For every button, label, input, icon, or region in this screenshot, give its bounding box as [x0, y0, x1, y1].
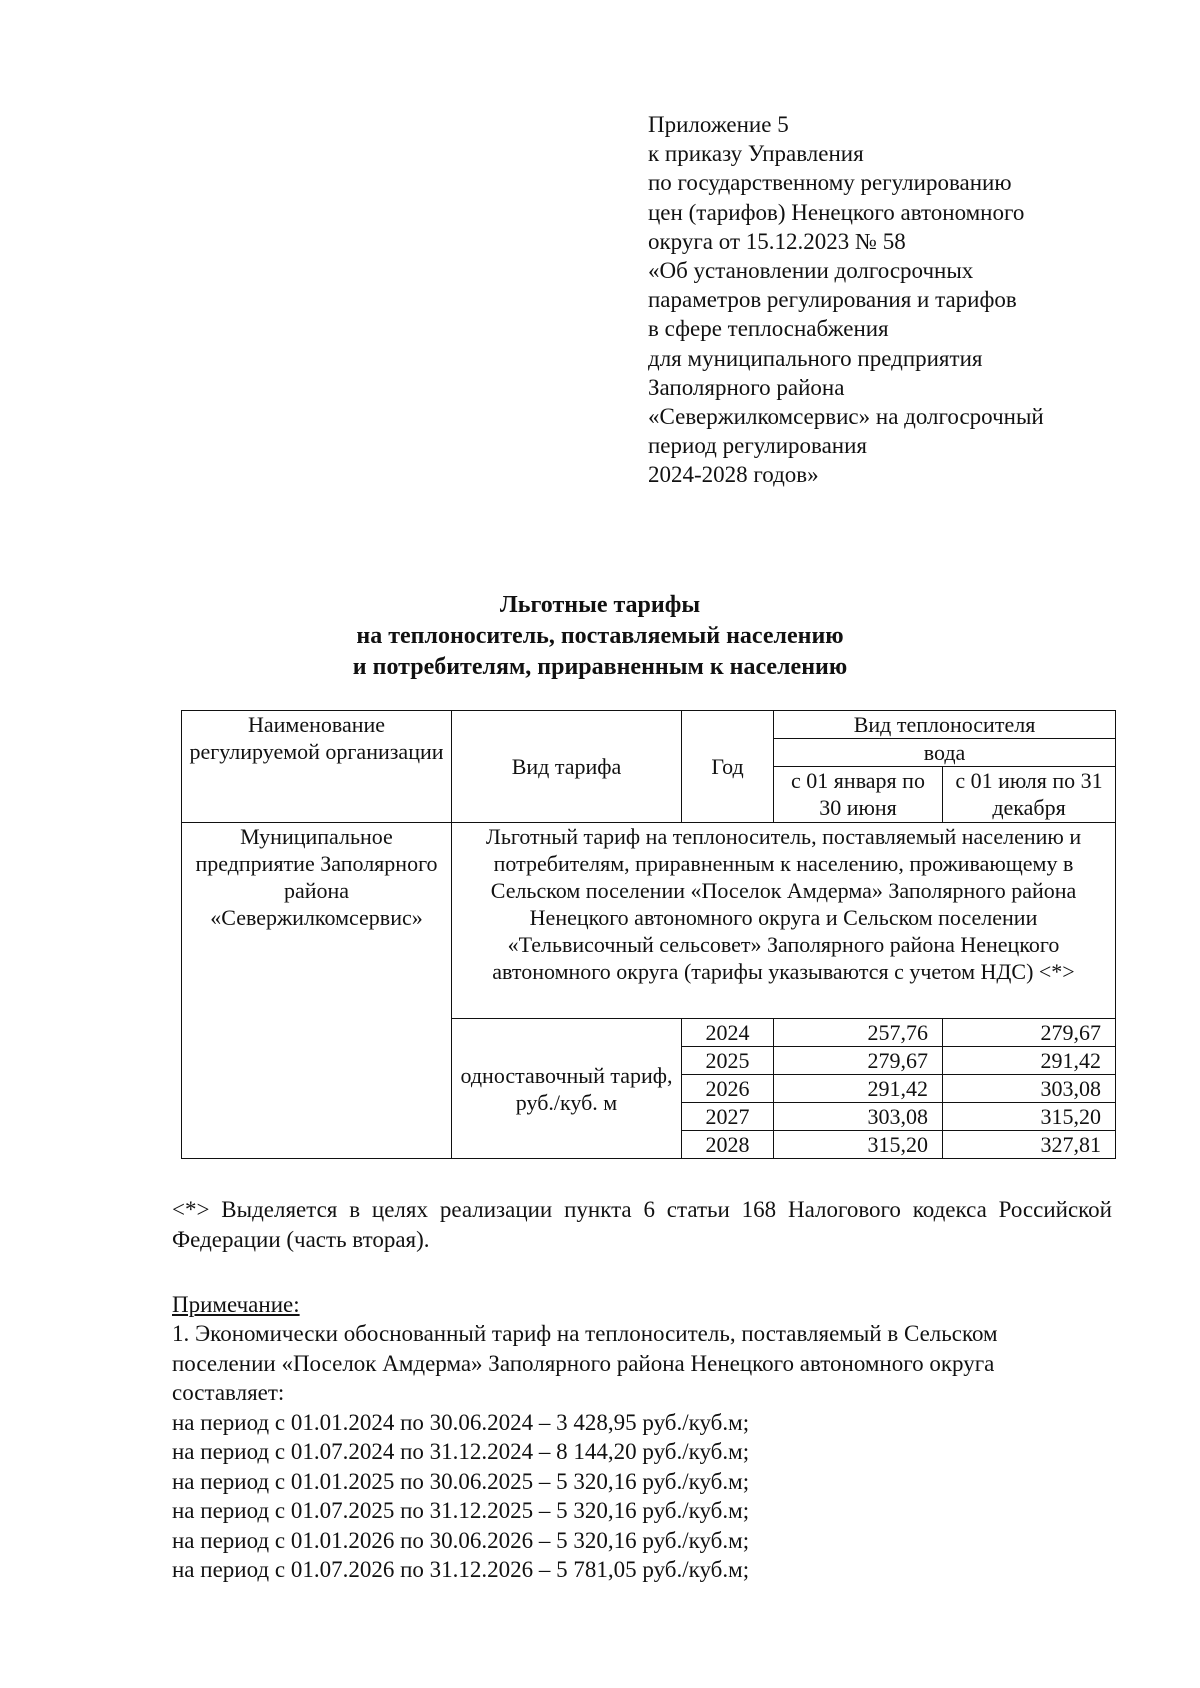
appendix-line: по государственному регулированию [648, 170, 1012, 196]
header-year: Год [682, 711, 774, 823]
note-body [172, 1319, 1122, 1585]
title-line: и потребителям, приравненным к населению [352, 654, 848, 680]
appendix-line: Заполярного района [648, 374, 845, 400]
tariff-h1-cell: 315,20 [774, 1131, 943, 1159]
year-cell: 2028 [682, 1131, 774, 1159]
title-line: Льготные тарифы [499, 592, 701, 618]
appendix-line: «Об установлении долгосрочных [648, 258, 974, 284]
tariff-h2-cell: 291,42 [943, 1047, 1116, 1075]
tariff-h1-cell: 291,42 [774, 1075, 943, 1103]
appendix-line: в сфере теплоснабжения [648, 316, 889, 342]
tariff-h2-cell: 303,08 [943, 1075, 1116, 1103]
appendix-line: Приложение 5 [648, 112, 789, 137]
header-period-2: с 01 июля по 31 декабря [943, 767, 1116, 823]
appendix-line: для муниципального предприятия [648, 345, 983, 371]
tariff-h1-cell: 257,76 [774, 1019, 943, 1047]
year-cell: 2026 [682, 1075, 774, 1103]
header-org: Наименование регулируемой организации [182, 711, 452, 823]
note-period-line: на период с 01.07.2025 по 31.12.2025 – 5 320,16 руб./куб.м; [172, 1498, 750, 1523]
header-tariff-type: Вид тарифа [452, 711, 682, 823]
appendix-line: к приказу Управления [648, 141, 864, 167]
appendix-line: цен (тарифов) Ненецкого автономного [648, 199, 1025, 225]
tariff-h2-cell: 315,20 [943, 1103, 1116, 1131]
appendix-line: параметров регулирования и тарифов [648, 287, 1017, 313]
tariff-h1-cell: 303,08 [774, 1103, 943, 1131]
year-cell: 2024 [682, 1019, 774, 1047]
tariff-h2-cell: 327,81 [943, 1131, 1116, 1159]
title-line: на теплоноситель, поставляемый населению [356, 623, 844, 649]
tariff-label: одноставочный тариф, руб./куб. м [452, 1019, 682, 1159]
document-title [0, 590, 1200, 683]
appendix-header [648, 110, 1168, 490]
year-cell: 2027 [682, 1103, 774, 1131]
note-intro-line: поселении «Поселок Амдерма» Заполярного района Ненецкого автономного округа [172, 1350, 995, 1376]
note-period-line: на период с 01.01.2024 по 30.06.2024 – 3 428,95 руб./куб.м; [172, 1409, 750, 1435]
tariff-h1-cell: 279,67 [774, 1047, 943, 1075]
appendix-line: период регулирования [648, 433, 867, 459]
footnote: <*> Выделяется в целях реализации пункта 6 статьи 168 Налогового кодекса Российской Федерации (часть вторая). [172, 1197, 1112, 1252]
note-period-line: на период с 01.07.2026 по 31.12.2026 – 5 781,05 руб./куб.м; [172, 1557, 750, 1582]
tariff-table [181, 710, 1116, 1159]
appendix-line: округа от 15.12.2023 № 58 [648, 228, 906, 254]
header-period-1: с 01 января по 30 июня [774, 767, 943, 823]
organization-cell: Муниципальное предприятие Заполярного района «Севержилкомсервис» [182, 823, 452, 1159]
header-water: вода [774, 739, 1116, 767]
note-period-line: на период с 01.07.2024 по 31.12.2024 – 8 144,20 руб./куб.м; [172, 1439, 750, 1464]
tariff-h2-cell: 279,67 [943, 1019, 1116, 1047]
appendix-line: «Севержилкомсервис» на долгосрочный [648, 404, 1044, 430]
appendix-line: 2024-2028 годов» [648, 462, 819, 488]
note-intro-line: составляет: [172, 1380, 285, 1405]
note-heading: Примечание: [172, 1292, 300, 1317]
note-intro-line: 1. Экономически обоснованный тариф на теплоноситель, поставляемый в Сельском [172, 1321, 998, 1346]
tariff-description: Льготный тариф на теплоноситель, поставляемый населению и потребителям, приравненным к населению, проживающему в Сельском поселении «Поселок Амдерма» Заполярного района Ненецкого автономного округа и Сельском поселении «Тельвисочный сельсовет» Заполярного района Ненецкого автономного округа (тарифы указываются с учетом НДС) <*> [452, 823, 1116, 1019]
header-carrier: Вид теплоносителя [774, 711, 1116, 739]
note-period-line: на период с 01.01.2026 по 30.06.2026 – 5 320,16 руб./куб.м; [172, 1527, 750, 1553]
note-period-line: на период с 01.01.2025 по 30.06.2025 – 5 320,16 руб./куб.м; [172, 1468, 750, 1494]
year-cell: 2025 [682, 1047, 774, 1075]
